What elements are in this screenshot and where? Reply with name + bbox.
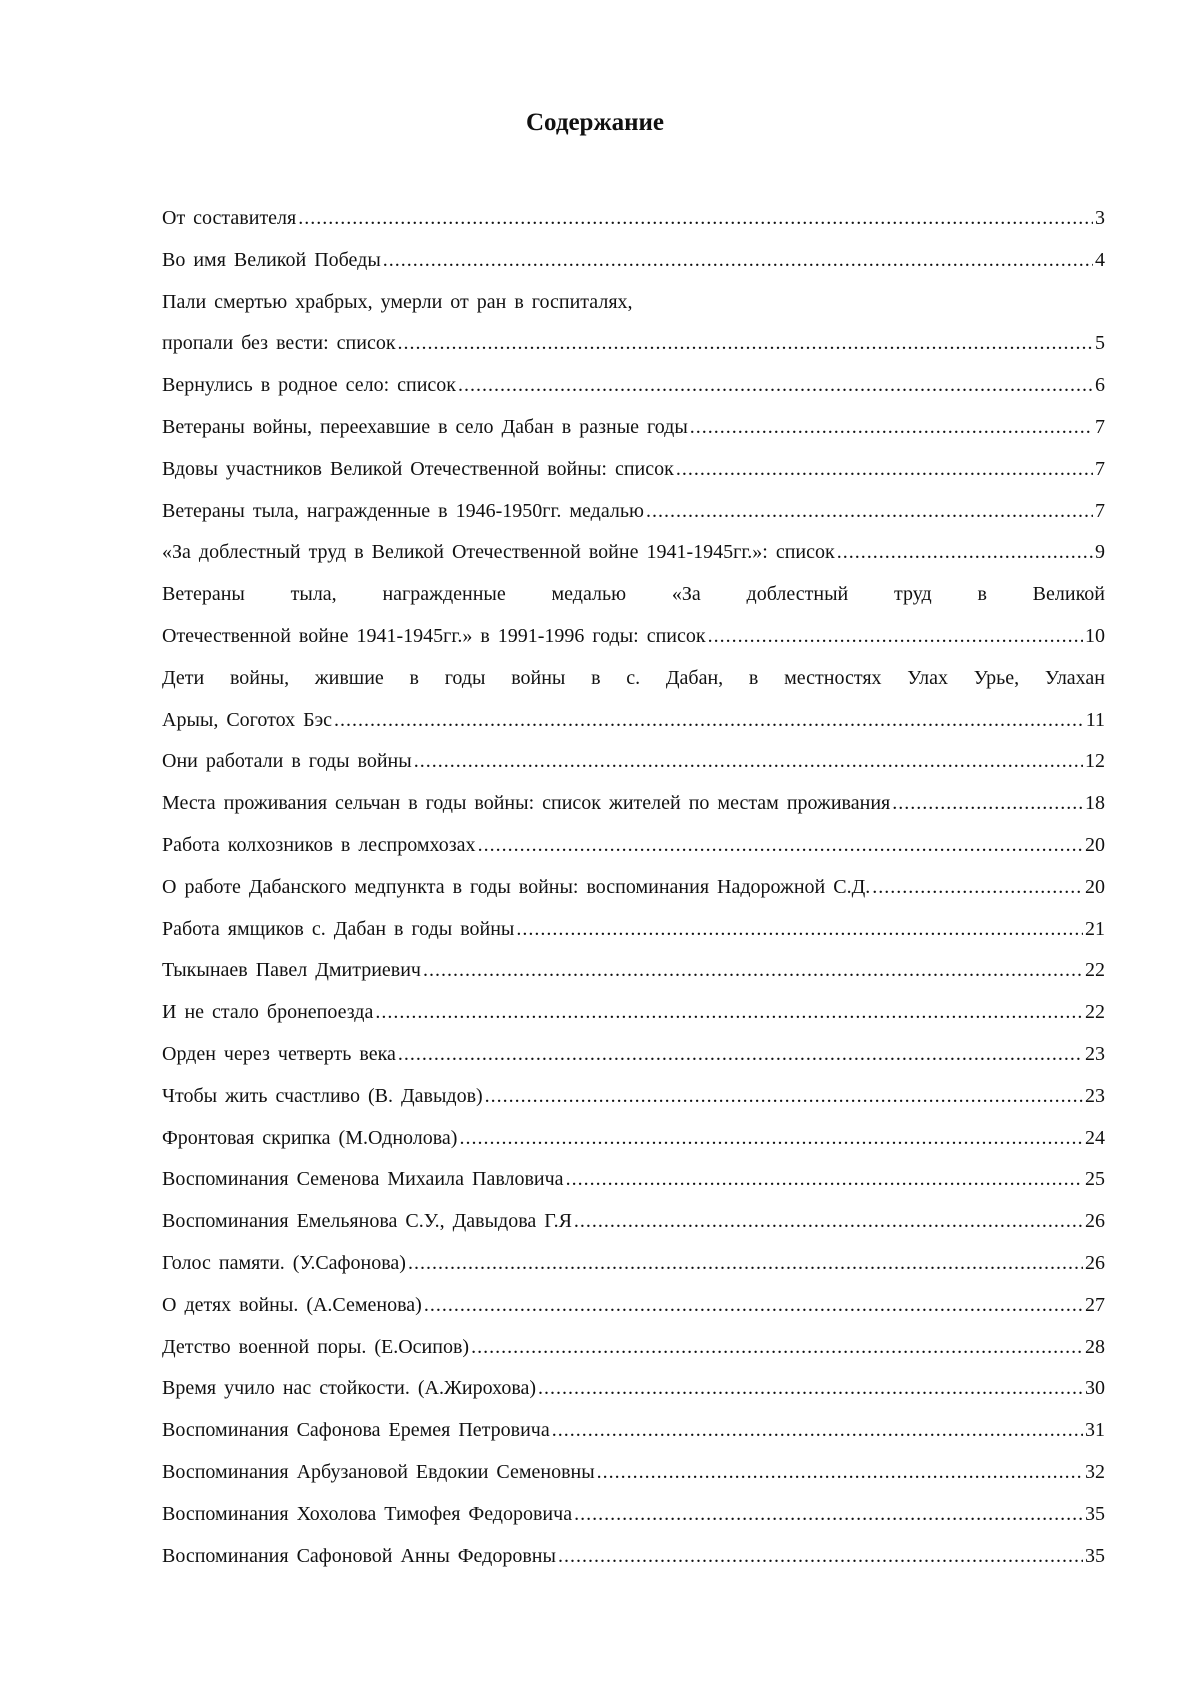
toc-entry-title: Воспоминания Сафонова Еремея Петровича: [162, 1419, 550, 1442]
page-title: Содержание: [525, 109, 664, 136]
toc-entry: [162, 371, 1105, 413]
table-of-contents: [162, 204, 1105, 1583]
toc-entry-page-number: 30: [1085, 1377, 1105, 1400]
toc-entry-page-number: 7: [1095, 415, 1105, 438]
toc-entry-page-number: 9: [1095, 541, 1105, 564]
toc-entry: [162, 915, 1105, 957]
dot-leader: [459, 1124, 1083, 1152]
toc-entry-title: пропали без вести: список: [162, 332, 396, 355]
dot-leader: [414, 747, 1083, 775]
dot-leader: [423, 956, 1083, 984]
toc-entry-title: Воспоминания Емельянова С.У., Давыдова Г.Я: [162, 1210, 572, 1233]
toc-entry-title: Воспоминания Хохолова Тимофея Федоровича: [162, 1502, 573, 1525]
toc-entry-page-number: 18: [1085, 792, 1105, 815]
dot-leader: [552, 1416, 1083, 1444]
dot-leader: [872, 873, 1083, 901]
dot-leader: [690, 413, 1093, 441]
toc-entry-page-number: 11: [1085, 708, 1105, 731]
toc-entry-page-number: 35: [1085, 1502, 1105, 1525]
dot-leader: [892, 789, 1083, 817]
toc-entry-title: Работа ямщиков с. Дабан в годы войны: [162, 917, 515, 940]
dot-leader: [458, 371, 1093, 399]
toc-entry-title: Ветераны тыла, награжденные медалью «За доблестный труд в Великой: [162, 583, 1105, 606]
dot-leader: [334, 706, 1084, 734]
dot-leader: [574, 1207, 1083, 1235]
toc-entry-page-number: 24: [1085, 1126, 1105, 1149]
toc-entry-title: Во имя Великой Победы: [162, 248, 381, 271]
toc-entry-title: О работе Дабанского медпункта в годы войны: воспоминания Надорожной С.Д.: [162, 875, 871, 898]
toc-entry-page-number: 27: [1085, 1293, 1105, 1316]
toc-entry-title: Фронтовая скрипка (М.Однолова): [162, 1126, 458, 1149]
toc-entry: [162, 329, 1105, 371]
toc-entry-title: И не стало бронепоезда: [162, 1001, 374, 1024]
toc-entry-title: Детство военной поры. (Е.Осипов): [162, 1335, 470, 1358]
toc-entry-page-number: 23: [1085, 1084, 1105, 1107]
dot-leader: [574, 1500, 1083, 1528]
dot-leader: [298, 204, 1093, 232]
toc-entry-page-number: 20: [1085, 833, 1105, 856]
toc-entry-page-number: 6: [1095, 374, 1105, 397]
toc-entry-page-number: 28: [1085, 1335, 1105, 1358]
toc-entry: [162, 1458, 1105, 1500]
toc-entry-page-number: 31: [1085, 1419, 1105, 1442]
toc-entry-title: Дети войны, жившие в годы войны в с. Дабан, в местностях Улах Урье, Улахан: [162, 666, 1105, 689]
dot-leader: [398, 1040, 1083, 1068]
toc-entry-title: Воспоминания Арбузановой Евдокии Семеновны: [162, 1460, 595, 1483]
toc-entry-title: О детях войны. (А.Семенова): [162, 1293, 422, 1316]
toc-entry: [162, 664, 1105, 706]
toc-entry: [162, 1333, 1105, 1375]
toc-entry: [162, 789, 1105, 831]
toc-entry-title: Воспоминания Сафоновой Анны Федоровны: [162, 1544, 556, 1567]
dot-leader: [538, 1374, 1083, 1402]
toc-entry-page-number: 7: [1095, 499, 1105, 522]
toc-entry-title: Работа колхозников в леспромхозах: [162, 833, 476, 856]
toc-entry: [162, 873, 1105, 915]
toc-entry: [162, 1416, 1105, 1458]
dot-leader: [708, 622, 1083, 650]
toc-entry-title: Арыы, Соготох Бэс: [162, 708, 333, 731]
toc-entry-page-number: 20: [1085, 875, 1105, 898]
toc-entry-page-number: 7: [1095, 457, 1105, 480]
toc-entry-title: Воспоминания Семенова Михаила Павловича: [162, 1168, 564, 1191]
dot-leader: [408, 1249, 1083, 1277]
toc-entry-title: Они работали в годы войны: [162, 750, 412, 773]
toc-entry-page-number: 4: [1095, 248, 1105, 271]
toc-entry-title: От составителя: [162, 207, 297, 229]
toc-entry: [162, 246, 1105, 288]
toc-entry-title: Ветераны тыла, награжденные в 1946-1950гг. медалью: [162, 499, 644, 522]
toc-entry: [162, 1500, 1105, 1542]
toc-entry-title: Вернулись в родное село: список: [162, 374, 457, 397]
dot-leader: [566, 1165, 1083, 1193]
toc-entry-page-number: 32: [1085, 1460, 1105, 1483]
toc-entry: [162, 1165, 1105, 1207]
toc-entry: [162, 580, 1105, 622]
toc-entry-title: Время учило нас стойкости. (А.Жирохова): [162, 1377, 537, 1400]
toc-entry: [162, 413, 1105, 455]
toc-entry-page-number: 10: [1085, 624, 1105, 647]
toc-entry: [162, 455, 1105, 497]
toc-entry: [162, 956, 1105, 998]
toc-entry-page-number: 23: [1085, 1042, 1105, 1065]
toc-entry: [162, 288, 1105, 330]
toc-entry: [162, 831, 1105, 873]
toc-entry-title: Вдовы участников Великой Отечественной войны: список: [162, 457, 674, 480]
toc-entry: [162, 1082, 1105, 1124]
toc-entry-title: Чтобы жить счастливо (В. Давыдов): [162, 1084, 483, 1107]
toc-entry: [162, 538, 1105, 580]
toc-entry: [162, 1207, 1105, 1249]
dot-leader: [837, 538, 1093, 566]
toc-entry-title: Отечественной войне 1941-1945гг.» в 1991-1996 годы: список: [162, 624, 706, 647]
toc-entry-title: Орден через четверть века: [162, 1042, 396, 1065]
toc-entry-page-number: 5: [1095, 332, 1105, 355]
toc-entry-page-number: 35: [1085, 1544, 1105, 1567]
toc-entry-page-number: 22: [1085, 1001, 1105, 1024]
toc-entry-title: Голос памяти. (У.Сафонова): [162, 1251, 406, 1274]
toc-entry-title: Тыкынаев Павел Дмитриевич: [162, 959, 421, 982]
toc-entry-page-number: 26: [1085, 1251, 1105, 1274]
toc-entry-title: Ветераны войны, переехавшие в село Дабан в разные годы: [162, 415, 688, 438]
toc-entry-title: Места проживания сельчан в годы войны: список жителей по местам проживания: [162, 792, 891, 815]
toc-entry: [162, 622, 1105, 664]
toc-entry-page-number: 12: [1085, 750, 1105, 773]
dot-leader: [597, 1458, 1083, 1486]
toc-entry: [162, 1374, 1105, 1416]
dot-leader: [478, 831, 1083, 859]
toc-entry-page-number: 3: [1095, 207, 1105, 229]
toc-entry-title: Пали смертью храбрых, умерли от ран в госпиталях,: [162, 290, 633, 313]
toc-entry: [162, 1291, 1105, 1333]
toc-entry: [162, 497, 1105, 539]
toc-entry: [162, 998, 1105, 1040]
dot-leader: [516, 915, 1083, 943]
dot-leader: [398, 329, 1093, 357]
toc-entry: [162, 747, 1105, 789]
dot-leader: [485, 1082, 1083, 1110]
dot-leader: [424, 1291, 1083, 1319]
toc-entry: [162, 1040, 1105, 1082]
dot-leader: [646, 497, 1093, 525]
toc-entry: [162, 1542, 1105, 1584]
toc-entry-page-number: 21: [1085, 917, 1105, 940]
dot-leader: [471, 1333, 1083, 1361]
dot-leader: [558, 1542, 1083, 1570]
toc-entry: [162, 706, 1105, 748]
toc-entry: [162, 204, 1105, 246]
dot-leader: [676, 455, 1093, 483]
toc-entry-page-number: 22: [1085, 959, 1105, 982]
toc-entry: [162, 1249, 1105, 1291]
toc-entry: [162, 1124, 1105, 1166]
toc-entry-page-number: 26: [1085, 1210, 1105, 1233]
dot-leader: [375, 998, 1083, 1026]
toc-entry-title: «За доблестный труд в Великой Отечественной войне 1941-1945гг.»: список: [162, 541, 835, 564]
toc-entry-page-number: 25: [1085, 1168, 1105, 1191]
dot-leader: [383, 246, 1093, 274]
